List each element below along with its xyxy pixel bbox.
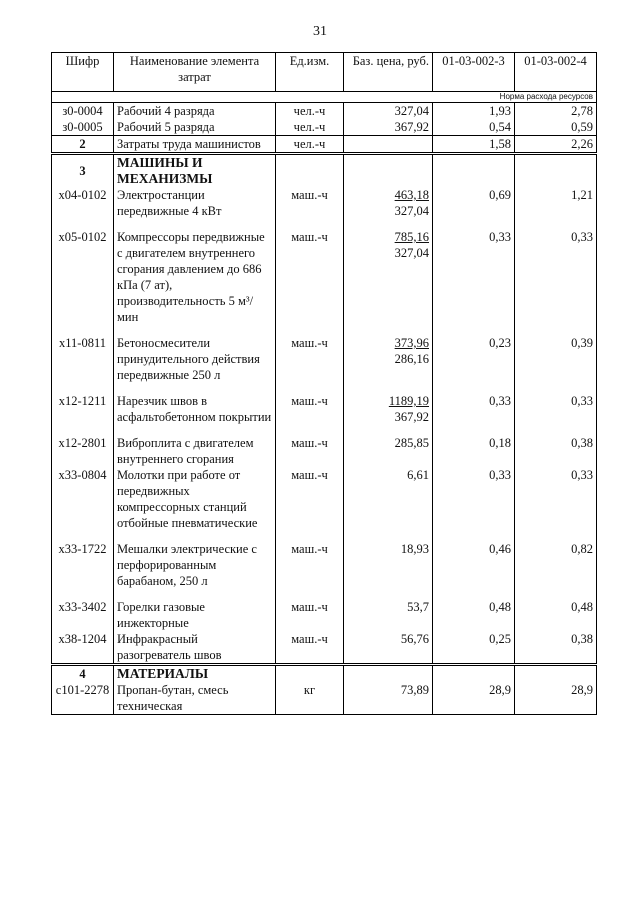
section-2-norm-a: 1,58 bbox=[433, 136, 515, 154]
header-code: Шифр bbox=[52, 53, 114, 92]
row-price-secondary: 327,04 bbox=[394, 204, 429, 218]
row-name: Молотки при работе от передвижных компрессорных станций отбойные пневматические bbox=[114, 467, 276, 531]
row-norm-a: 0,46 bbox=[433, 541, 515, 589]
row-code: з0-0004 bbox=[52, 103, 114, 120]
row-name: Инфракрасный разогреватель швов bbox=[114, 631, 276, 665]
row-unit: маш.-ч bbox=[276, 229, 344, 325]
section-2-number: 2 bbox=[52, 136, 114, 154]
row-unit: маш.-ч bbox=[276, 393, 344, 425]
row-unit: чел.-ч bbox=[276, 103, 344, 120]
row-price-main: 373,96 bbox=[394, 336, 429, 350]
row-norm-a: 1,93 bbox=[433, 103, 515, 120]
row-unit: маш.-ч bbox=[276, 435, 344, 467]
row-norm-b: 0,33 bbox=[515, 393, 597, 425]
table-row bbox=[52, 229, 597, 325]
section-2-norm-b: 2,26 bbox=[515, 136, 597, 154]
row-code: х33-3402 bbox=[52, 599, 114, 631]
section-2-price bbox=[344, 136, 433, 154]
row-price: 18,93 bbox=[344, 541, 433, 589]
section-3-title: МАШИНЫ И МЕХАНИЗМЫ bbox=[114, 154, 276, 188]
section-4-row bbox=[52, 665, 597, 683]
row-price: 53,7 bbox=[344, 599, 433, 631]
row-price bbox=[344, 187, 433, 219]
row-code: х11-0811 bbox=[52, 335, 114, 383]
header-unit: Ед.изм. bbox=[276, 53, 344, 92]
header-price: Баз. цена, руб. bbox=[344, 53, 433, 92]
row-price bbox=[344, 393, 433, 425]
row-name: Рабочий 5 разряда bbox=[114, 119, 276, 136]
row-name: Пропан-бутан, смесь техническая bbox=[114, 682, 276, 715]
table-row bbox=[52, 393, 597, 425]
table-row bbox=[52, 599, 597, 631]
table-row bbox=[52, 335, 597, 383]
header-col-b: 01-03-002-4 bbox=[515, 53, 597, 92]
row-unit: маш.-ч bbox=[276, 335, 344, 383]
row-unit: маш.-ч bbox=[276, 599, 344, 631]
row-norm-b: 0,38 bbox=[515, 435, 597, 467]
row-code: х33-1722 bbox=[52, 541, 114, 589]
row-code: х12-1211 bbox=[52, 393, 114, 425]
row-norm-a: 0,69 bbox=[433, 187, 515, 219]
row-norm-a: 0,23 bbox=[433, 335, 515, 383]
row-name: Нарезчик швов в асфальтобетонном покрытии bbox=[114, 393, 276, 425]
table-row bbox=[52, 682, 597, 715]
row-code: х04-0102 bbox=[52, 187, 114, 219]
row-price: 56,76 bbox=[344, 631, 433, 665]
row-code: х05-0102 bbox=[52, 229, 114, 325]
row-name: Рабочий 4 разряда bbox=[114, 103, 276, 120]
row-price: 327,04 bbox=[344, 103, 433, 120]
row-unit: маш.-ч bbox=[276, 467, 344, 531]
page-number: 31 bbox=[313, 24, 327, 39]
table-row bbox=[52, 435, 597, 467]
section-3-number: 3 bbox=[52, 154, 114, 188]
table-row bbox=[52, 467, 597, 531]
norm-note: Норма расхода ресурсов bbox=[52, 92, 597, 103]
row-price-main: 785,16 bbox=[394, 230, 429, 244]
row-price-secondary: 286,16 bbox=[394, 352, 429, 366]
table-row bbox=[52, 541, 597, 589]
table-row bbox=[52, 631, 597, 665]
row-norm-a: 28,9 bbox=[433, 682, 515, 715]
row-code: х38-1204 bbox=[52, 631, 114, 665]
row-norm-b: 0,38 bbox=[515, 631, 597, 665]
row-unit: маш.-ч bbox=[276, 541, 344, 589]
row-code: х12-2801 bbox=[52, 435, 114, 467]
row-norm-b: 0,33 bbox=[515, 467, 597, 531]
resource-table bbox=[51, 52, 597, 715]
row-code: з0-0005 bbox=[52, 119, 114, 136]
row-name: Компрессоры передвижные с двигателем внутреннего сгорания давлением до 686 кПа (7 ат), производительность 5 м³/мин bbox=[114, 229, 276, 325]
section-2-name: Затраты труда машинистов bbox=[114, 136, 276, 154]
row-name: Электростанции передвижные 4 кВт bbox=[114, 187, 276, 219]
row-norm-a: 0,33 bbox=[433, 467, 515, 531]
section-4-number: 4 bbox=[52, 665, 114, 683]
row-price: 285,85 bbox=[344, 435, 433, 467]
row-norm-b: 0,82 bbox=[515, 541, 597, 589]
row-code: с101-2278 bbox=[52, 682, 114, 715]
header-col-a: 01-03-002-3 bbox=[433, 53, 515, 92]
row-norm-b: 0,48 bbox=[515, 599, 597, 631]
section-2-row bbox=[52, 136, 597, 154]
row-price bbox=[344, 335, 433, 383]
row-norm-b: 0,59 bbox=[515, 119, 597, 136]
row-price: 6,61 bbox=[344, 467, 433, 531]
row-unit: маш.-ч bbox=[276, 631, 344, 665]
row-name: Горелки газовые инжекторные bbox=[114, 599, 276, 631]
row-norm-b: 1,21 bbox=[515, 187, 597, 219]
row-norm-a: 0,48 bbox=[433, 599, 515, 631]
row-price bbox=[344, 229, 433, 325]
row-price: 367,92 bbox=[344, 119, 433, 136]
table-row bbox=[52, 119, 597, 136]
section-2-unit: чел.-ч bbox=[276, 136, 344, 154]
row-unit: кг bbox=[276, 682, 344, 715]
row-norm-a: 0,18 bbox=[433, 435, 515, 467]
row-name: Мешалки электрические с перфорированным барабаном, 250 л bbox=[114, 541, 276, 589]
row-norm-b: 28,9 bbox=[515, 682, 597, 715]
section-4-title: МАТЕРИАЛЫ bbox=[114, 665, 276, 683]
row-name: Бетоносмесители принудительного действия передвижные 250 л bbox=[114, 335, 276, 383]
row-norm-b: 2,78 bbox=[515, 103, 597, 120]
row-unit: чел.-ч bbox=[276, 119, 344, 136]
row-norm-a: 0,54 bbox=[433, 119, 515, 136]
row-name: Виброплита с двигателем внутреннего сгорания bbox=[114, 435, 276, 467]
row-norm-a: 0,25 bbox=[433, 631, 515, 665]
table-row bbox=[52, 103, 597, 120]
row-price-main: 463,18 bbox=[394, 188, 429, 202]
row-norm-a: 0,33 bbox=[433, 229, 515, 325]
row-price-main: 1189,19 bbox=[388, 394, 429, 408]
row-code: х33-0804 bbox=[52, 467, 114, 531]
section-3-row bbox=[52, 154, 597, 188]
row-price: 73,89 bbox=[344, 682, 433, 715]
row-norm-b: 0,39 bbox=[515, 335, 597, 383]
row-price-secondary: 367,92 bbox=[394, 410, 429, 424]
row-norm-b: 0,33 bbox=[515, 229, 597, 325]
row-unit: маш.-ч bbox=[276, 187, 344, 219]
header-name: Наименование элемента затрат bbox=[114, 53, 276, 92]
row-norm-a: 0,33 bbox=[433, 393, 515, 425]
row-price-secondary: 327,04 bbox=[394, 246, 429, 260]
table-row bbox=[52, 187, 597, 219]
